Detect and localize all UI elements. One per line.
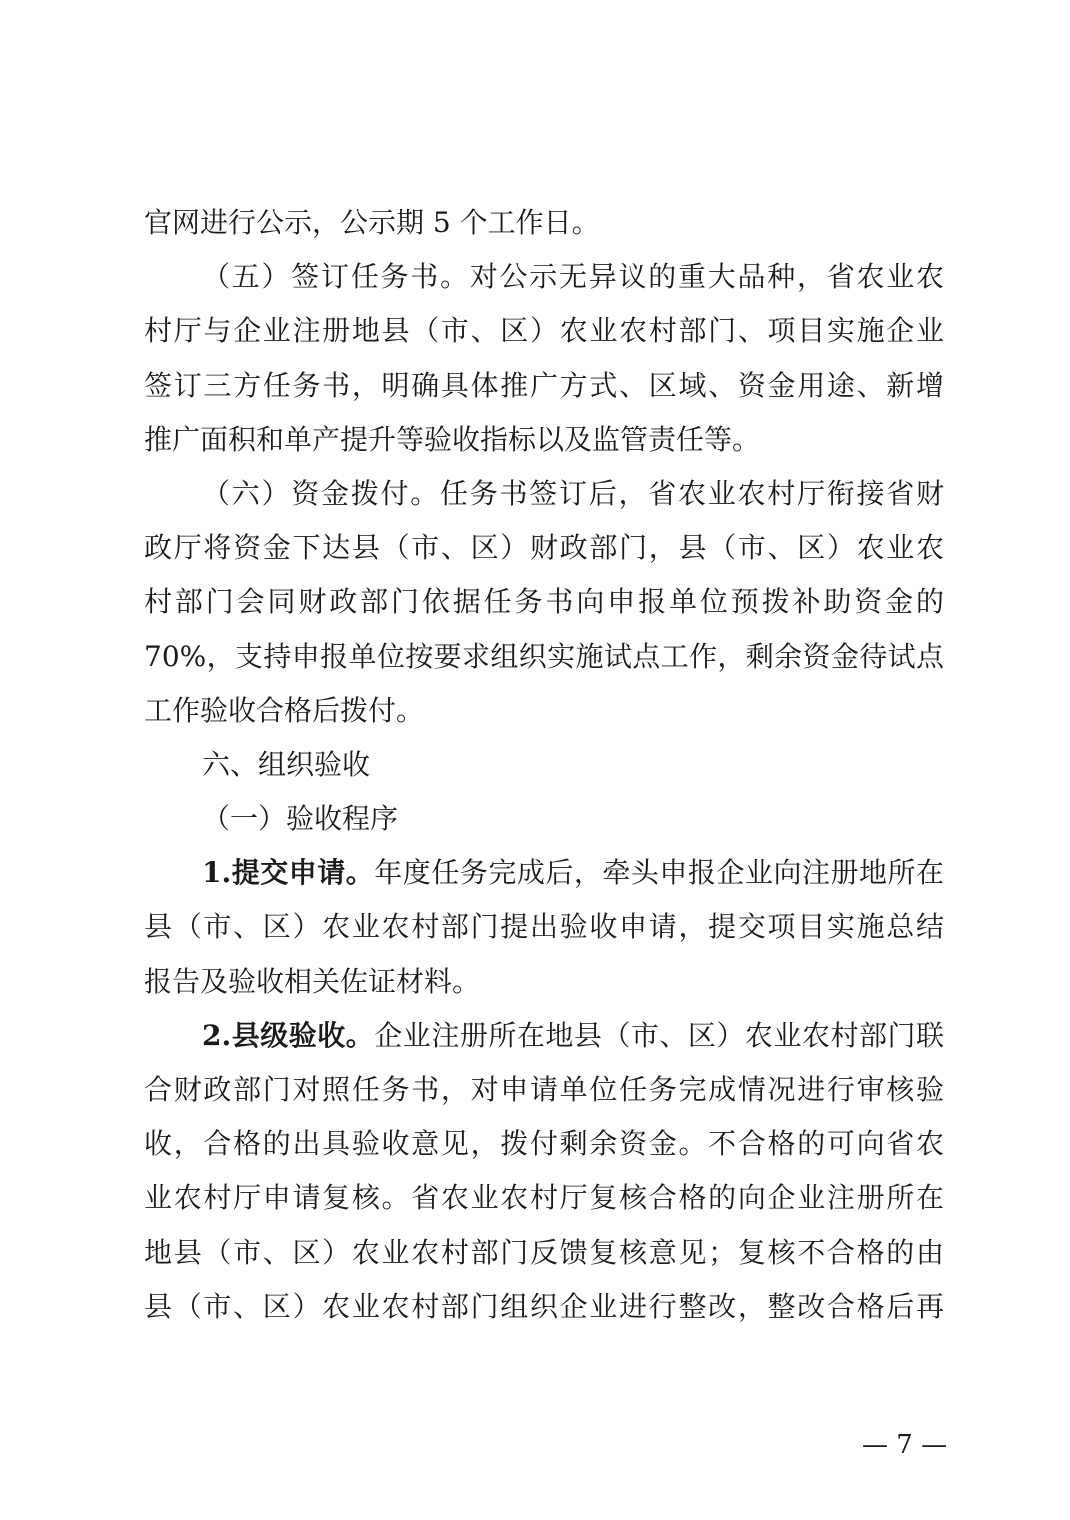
text-line xyxy=(144,684,944,738)
text-line xyxy=(144,521,944,575)
page-number: — 7 — xyxy=(862,1430,948,1460)
line-text: 收，合格的出具验收意见，拨付剩余资金。不合格的可向省农 xyxy=(144,1127,944,1161)
line-text: 政厅将资金下达县（市、区）财政部门，县（市、区）农业农 xyxy=(144,531,944,565)
text-line xyxy=(144,846,944,900)
line-text: （六）资金拨付。任务书签订后，省农业农村厅衔接省财 xyxy=(202,476,944,510)
text-line xyxy=(144,250,944,304)
text-line xyxy=(144,575,944,629)
line-text: 县（市、区）农业农村部门提出验收申请，提交项目实施总结 xyxy=(144,910,944,944)
line-text: 工作验收合格后拨付。 xyxy=(144,693,425,727)
text-line xyxy=(144,304,944,358)
text-line xyxy=(144,1117,944,1171)
document-body xyxy=(144,196,944,1334)
line-text: 地县（市、区）农业农村部门反馈复核意见；复核不合格的由 xyxy=(144,1235,944,1269)
text-line xyxy=(144,955,944,1009)
item-lead: 2.县级验收。 xyxy=(202,1018,375,1052)
line-text: （一）验收程序 xyxy=(202,802,399,836)
line-text: 签订三方任务书，明确具体推广方式、区域、资金用途、新增 xyxy=(144,368,944,402)
text-line xyxy=(144,1226,944,1280)
text-line xyxy=(144,1009,944,1063)
text-line xyxy=(144,900,944,954)
line-text: （五）签订任务书。对公示无异议的重大品种，省农业农 xyxy=(202,260,944,294)
line-text: 村部门会同财政部门依据任务书向申报单位预拨补助资金的 xyxy=(144,585,944,619)
item-lead: 1.提交申请。 xyxy=(202,856,375,890)
text-line xyxy=(144,1063,944,1117)
line-text: 报告及验收相关佐证材料。 xyxy=(144,964,481,998)
line-text: 县（市、区）农业农村部门组织企业进行整改，整改合格后再 xyxy=(144,1289,944,1323)
line-text: 年度任务完成后，牵头申报企业向注册地所在 xyxy=(374,856,944,890)
line-text: 合财政部门对照任务书，对申请单位任务完成情况进行审核验 xyxy=(144,1073,944,1106)
line-text: 官网进行公示，公示期 5 个工作日。 xyxy=(144,206,600,239)
text-line xyxy=(144,630,944,684)
line-text: 村厅与企业注册地县（市、区）农业农村部门、项目实施企业 xyxy=(144,314,944,348)
text-line xyxy=(144,1280,944,1334)
text-line xyxy=(144,792,944,846)
text-line xyxy=(144,359,944,413)
line-text: 70%，支持申报单位按要求组织实施试点工作，剩余资金待试点 xyxy=(144,639,944,673)
text-line xyxy=(144,196,944,250)
section-heading xyxy=(144,738,944,792)
text-line xyxy=(144,1171,944,1225)
line-text: 业农村厅申请复核。省农业农村厅复核合格的向企业注册所在 xyxy=(144,1181,944,1215)
line-text: 企业注册所在地县（市、区）农业农村部门联 xyxy=(374,1018,944,1052)
line-text: 推广面积和单产提升等验收指标以及监管责任等。 xyxy=(144,422,761,456)
text-line xyxy=(144,413,944,467)
text-line xyxy=(144,467,944,521)
line-text: 六、组织验收 xyxy=(202,747,371,781)
